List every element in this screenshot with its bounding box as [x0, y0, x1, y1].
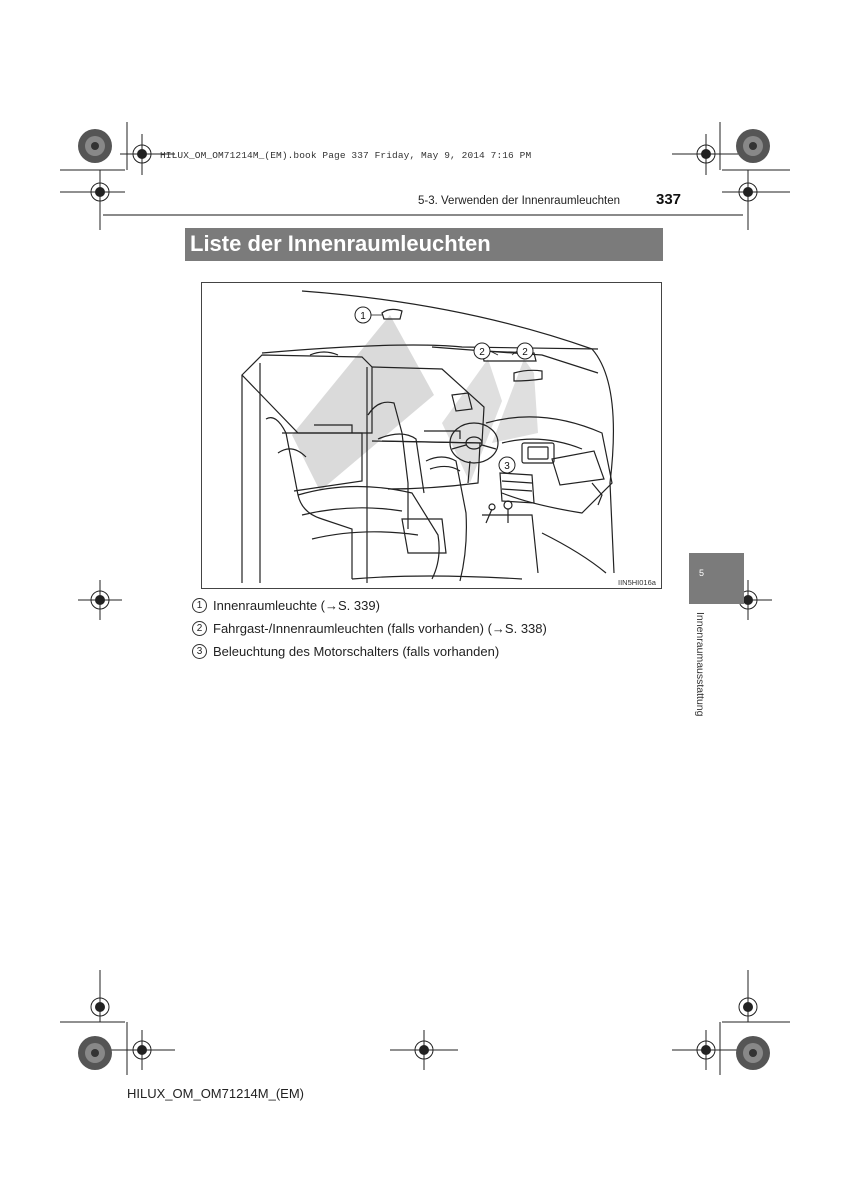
legend-text: Innenraumleuchte (→S. 339): [213, 598, 380, 614]
car-interior-drawing: [202, 283, 661, 588]
figure-code: IIN5HI016a: [618, 578, 656, 587]
legend-number: 2: [192, 621, 207, 636]
callout-2b-label: 2: [522, 347, 528, 358]
footer-code: HILUX_OM_OM71214M_(EM): [127, 1086, 304, 1101]
callout-1-label: 1: [360, 311, 366, 322]
legend-item: [192, 597, 672, 613]
page-title: Liste der Innenraumleuchten: [190, 231, 491, 256]
chapter-tab: [689, 553, 744, 604]
legend-item: [192, 643, 672, 659]
page-number: 337: [656, 191, 682, 208]
chapter-number: 5: [699, 568, 705, 578]
legend-number: 1: [192, 598, 207, 613]
legend-text: Beleuchtung des Motorschalters (falls vorhanden): [213, 644, 500, 660]
legend-number: 3: [192, 644, 207, 659]
callout-3-label: 3: [504, 461, 510, 472]
callout-2a-label: 2: [479, 347, 485, 358]
chapter-label: Innenraumausstattung: [694, 612, 706, 717]
print-info: HILUX_OM_OM71214M_(EM).book Page 337 Friday, May 9, 2014 7:16 PM: [160, 150, 532, 161]
header-rule: [103, 214, 743, 216]
section-heading: 5-3. Verwenden der Innenraumleuchten: [418, 195, 621, 207]
legend-text: Fahrgast-/Innenraumleuchten (falls vorhanden) (→S. 338): [213, 621, 547, 637]
interior-illustration: [201, 282, 662, 589]
legend-item: [192, 620, 672, 636]
